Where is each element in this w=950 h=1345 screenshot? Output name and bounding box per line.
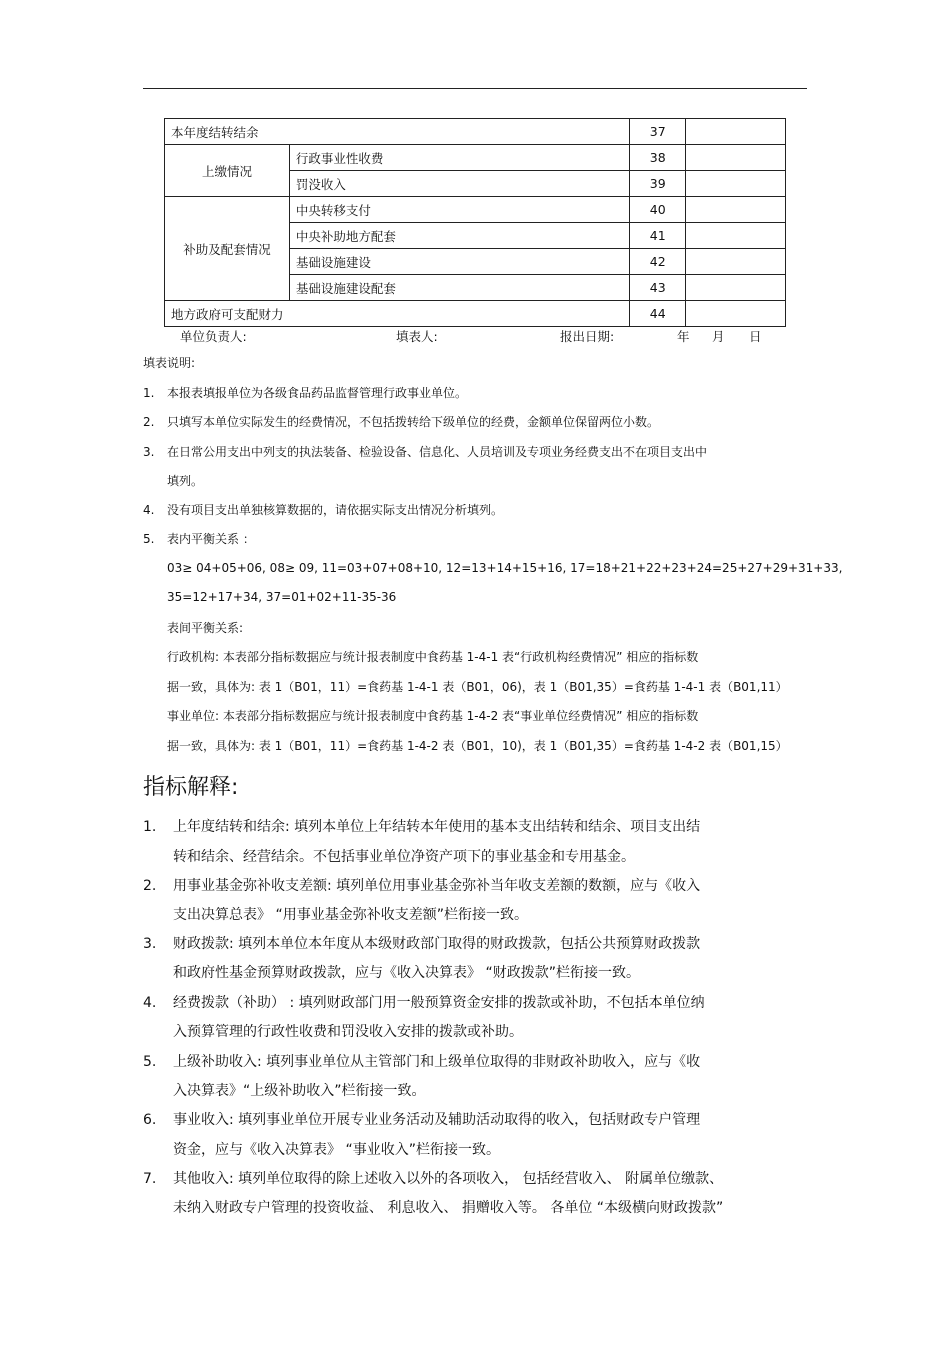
instruction-text: 表内平衡关系 ： xyxy=(167,532,255,546)
indicator-item xyxy=(143,933,700,953)
instruction-item xyxy=(143,501,503,518)
row-label: 罚没收入 xyxy=(289,171,629,197)
instruction-item xyxy=(143,530,255,547)
indicator-num: 2. xyxy=(143,878,157,894)
table-row xyxy=(165,145,786,171)
row-code: 40 xyxy=(630,197,686,223)
instruction-text: 在日常公用支出中列支的执法装备、检验设备、信息化、人员培训及专项业务经费支出不在项目支出中 xyxy=(167,445,708,459)
instruction-num: 3. xyxy=(143,445,155,459)
instruction-cont: 填列。 xyxy=(167,474,204,488)
instruction-item xyxy=(143,443,707,460)
row-label: 本年度结转结余 xyxy=(165,119,630,145)
value-cell[interactable] xyxy=(686,249,786,275)
value-cell[interactable] xyxy=(686,275,786,301)
instruction-item xyxy=(143,384,467,401)
table-row xyxy=(165,197,786,223)
row-label: 基础设施建设 xyxy=(289,249,629,275)
instruction-text: 本报表填报单位为各级食品药品监督管理行政事业单位。 xyxy=(167,386,468,400)
indicator-num: 5. xyxy=(143,1054,157,1070)
balance-formula-1: 03≥ 04+05+06, 08≥ 09, 11=03+07+08+10, 12=13+14+15+16, 17=18+21+22+23+24=25+27+29+31+33, xyxy=(167,561,843,575)
header-rule xyxy=(143,88,807,89)
indicator-cont: 和政府性基金预算财政拨款，应与《收入决算表》 “财政拨款”栏衔接一致。 xyxy=(173,965,640,981)
group-label: 上缴情况 xyxy=(165,145,290,197)
admin-balance-line-1: 行政机构: 本表部分指标数据应与统计报表制度中食药基 1-4-1 表“行政机构经费情况” 相应的指标数 xyxy=(167,650,699,664)
indicator-cont: 资金，应与《收入决算表》 “事业收入”栏衔接一致。 xyxy=(173,1142,500,1158)
day-label: 日 xyxy=(749,329,762,344)
year-label: 年 xyxy=(677,329,690,344)
indicator-text: 经费拨款（补助） : 填列财政部门用一般预算资金安排的拨款或补助，不包括本单位纳 xyxy=(173,995,705,1011)
value-cell[interactable] xyxy=(686,301,786,327)
month-label: 月 xyxy=(712,329,725,344)
instruction-item xyxy=(143,413,659,430)
table-row xyxy=(165,301,786,327)
indicator-text: 上级补助收入: 填列事业单位从主管部门和上级单位取得的非财政补助收入，应与《收 xyxy=(173,1054,701,1070)
indicator-text: 用事业基金弥补收支差额: 填列单位用事业基金弥补当年收支差额的数额，应与《收入 xyxy=(173,878,701,894)
inst-balance-line-2: 据一致，具体为: 表 1（B01，11）=食药基 1-4-2 表（B01，10)，表 1（B01,35）=食药基 1-4-2 表（B01,15） xyxy=(167,739,788,753)
row-code: 37 xyxy=(630,119,686,145)
indicator-num: 3. xyxy=(143,936,157,952)
indicator-cont: 未纳入财政专户管理的投资收益、 利息收入、 捐赠收入等。 各单位 “本级横向财政拨款” xyxy=(173,1200,724,1216)
row-label: 地方政府可支配财力 xyxy=(165,301,630,327)
report-table xyxy=(164,118,786,327)
row-code: 44 xyxy=(630,301,686,327)
indicator-item xyxy=(143,1051,700,1071)
row-code: 41 xyxy=(630,223,686,249)
indicator-item xyxy=(143,1109,700,1129)
report-date-label: 报出日期: xyxy=(560,329,615,344)
row-code: 43 xyxy=(630,275,686,301)
indicator-item xyxy=(143,816,700,836)
filler-label: 填表人: xyxy=(396,329,438,344)
row-code: 39 xyxy=(630,171,686,197)
instruction-num: 1. xyxy=(143,386,155,400)
inter-balance-title: 表间平衡关系: xyxy=(167,621,244,635)
instruction-num: 5. xyxy=(143,532,155,546)
instruction-text: 没有项目支出单独核算数据的，请依据实际支出情况分析填列。 xyxy=(167,503,504,517)
indicator-num: 1. xyxy=(143,819,157,835)
instructions-title: 填表说明: xyxy=(143,356,196,370)
value-cell[interactable] xyxy=(686,119,786,145)
value-cell[interactable] xyxy=(686,145,786,171)
value-cell[interactable] xyxy=(686,171,786,197)
instruction-text: 只填写本单位实际发生的经费情况，不包括拨转给下级单位的经费，金额单位保留两位小数。 xyxy=(167,415,660,429)
row-label: 中央转移支付 xyxy=(289,197,629,223)
instruction-num: 4. xyxy=(143,503,155,517)
unit-head-label: 单位负责人: xyxy=(180,329,247,344)
indicator-cont: 转和结余、经营结余。不包括事业单位净资产项下的事业基金和专用基金。 xyxy=(173,849,635,865)
indicator-text: 其他收入: 填列单位取得的除上述收入以外的各项收入， 包括经营收入、 附属单位缴款、 xyxy=(173,1171,724,1187)
inst-balance-line-1: 事业单位: 本表部分指标数据应与统计报表制度中食药基 1-4-2 表“事业单位经费情况” 相应的指标数 xyxy=(167,709,699,723)
row-code: 42 xyxy=(630,249,686,275)
indicators-title: 指标解释: xyxy=(143,775,239,800)
indicator-num: 4. xyxy=(143,995,157,1011)
indicator-num: 7. xyxy=(143,1171,157,1187)
group-label: 补助及配套情况 xyxy=(165,197,290,301)
indicator-item xyxy=(143,992,705,1012)
value-cell[interactable] xyxy=(686,197,786,223)
row-label: 行政事业性收费 xyxy=(289,145,629,171)
indicator-cont: 支出决算总表》 “用事业基金弥补收支差额”栏衔接一致。 xyxy=(173,907,528,923)
row-label: 基础设施建设配套 xyxy=(289,275,629,301)
indicator-text: 上年度结转和结余: 填列本单位上年结转本年使用的基本支出结转和结余、项目支出结 xyxy=(173,819,701,835)
indicator-text: 事业收入: 填列事业单位开展专业业务活动及辅助活动取得的收入，包括财政专户管理 xyxy=(173,1112,701,1128)
indicator-text: 财政拨款: 填列本单位本年度从本级财政部门取得的财政拨款，包括公共预算财政拨款 xyxy=(173,936,701,952)
balance-formula-2: 35=12+17+34, 37=01+02+11-35-36 xyxy=(167,590,397,604)
indicator-num: 6. xyxy=(143,1112,157,1128)
indicator-item xyxy=(143,1168,723,1188)
admin-balance-line-2: 据一致，具体为: 表 1（B01，11）=食药基 1-4-1 表（B01，06)，表 1（B01,35）=食药基 1-4-1 表（B01,11） xyxy=(167,680,788,694)
row-label: 中央补助地方配套 xyxy=(289,223,629,249)
row-code: 38 xyxy=(630,145,686,171)
value-cell[interactable] xyxy=(686,223,786,249)
indicator-item xyxy=(143,875,700,895)
indicator-cont: 入预算管理的行政性收费和罚没收入安排的拨款或补助。 xyxy=(173,1024,523,1040)
table-row xyxy=(165,119,786,145)
instruction-num: 2. xyxy=(143,415,155,429)
indicator-cont: 入决算表》“上级补助收入”栏衔接一致。 xyxy=(173,1083,426,1099)
